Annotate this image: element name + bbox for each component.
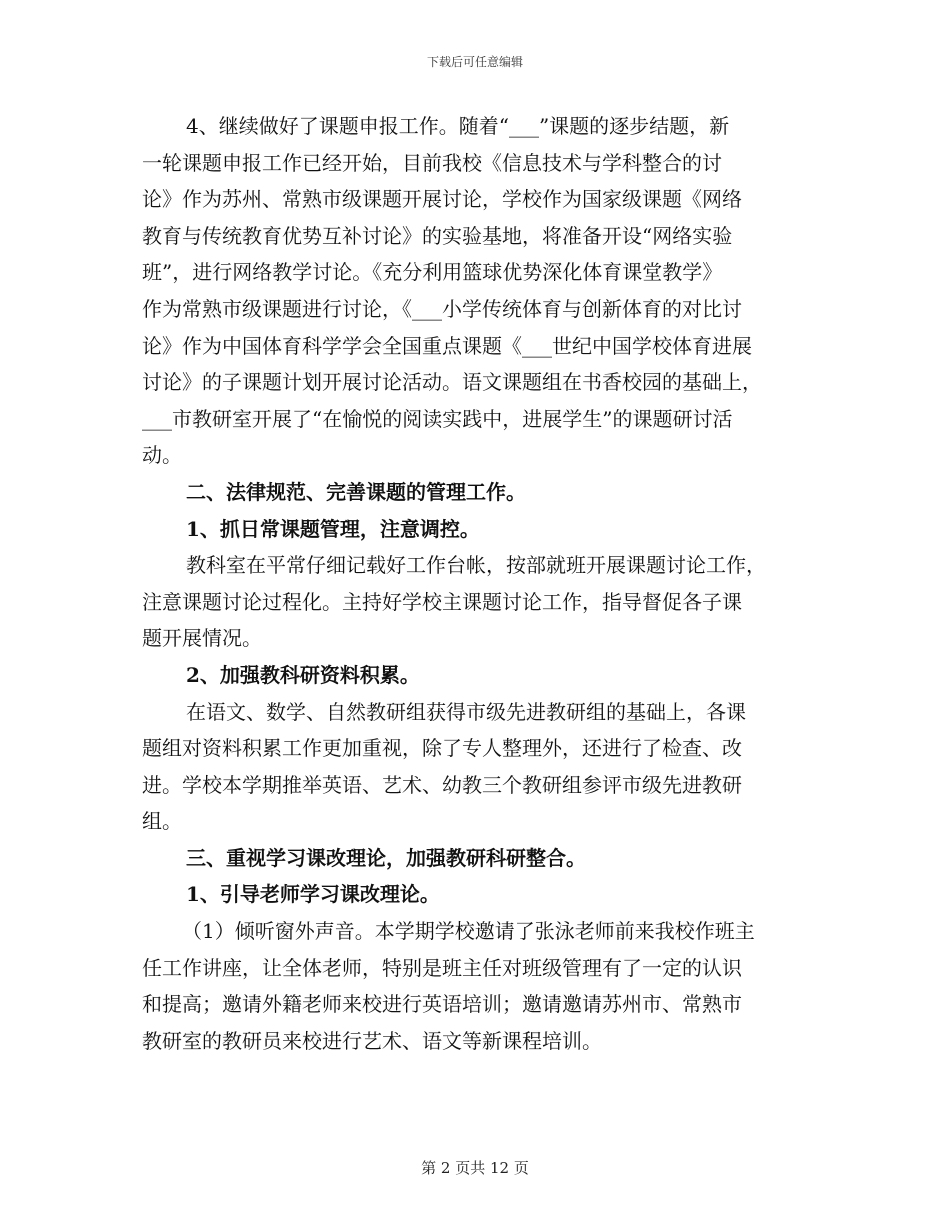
paragraph-line: 班”，进行网络教学讨论。《充分利用篮球优势深化体育课堂教学》 bbox=[142, 260, 723, 285]
paragraph-line: 4、继续做好了课题申报工作。随着“___”课题的逐步结题，新 bbox=[186, 114, 730, 138]
paragraph-line: 在语文、数学、自然教研组获得市级先进教研组的基础上，各课 bbox=[186, 699, 746, 724]
section-heading: 三、重视学习课改理论，加强教研科研整合。 bbox=[186, 845, 586, 870]
paragraph-line: 题开展情况。 bbox=[142, 626, 262, 651]
paragraph-line: 注意课题讨论过程化。主持好学校主课题讨论工作，指导督促各子课 bbox=[142, 589, 742, 614]
paragraph-line: 题组对资料积累工作更加重视，除了专人整理外，还进行了检查、改 bbox=[142, 736, 742, 761]
paragraph-line: 教研室的教研员来校进行艺术、语文等新课程培训。 bbox=[142, 1028, 602, 1053]
paragraph-line: （1）倾听窗外声音。本学期学校邀请了张泳老师前来我校作班主 bbox=[182, 919, 755, 944]
paragraph-line: 进。学校本学期推举英语、艺术、幼教三个教研组参评市级先进教研 bbox=[142, 772, 742, 797]
paragraph-line: 教科室在平常仔细记载好工作台帐，按部就班开展课题讨论工作， bbox=[186, 553, 766, 578]
page-header: 下载后可任意编辑 bbox=[426, 55, 523, 69]
document-body bbox=[142, 108, 810, 1059]
paragraph-line: 任工作讲座，让全体老师，特别是班主任对班级管理有了一定的认识 bbox=[142, 955, 742, 980]
paragraph-line: 论》作为中国体育科学学会全国重点课题《___世纪中国学校体育进展 bbox=[142, 333, 752, 358]
subsection-heading: 2、加强教科研资料积累。 bbox=[186, 662, 420, 687]
paragraph-line: 论》作为苏州、常熟市级课题开展讨论，学校作为国家级课题《网络 bbox=[142, 187, 742, 212]
page-footer: 第 2 页共 12 页 bbox=[421, 1159, 529, 1177]
paragraph-line: 讨论》的子课题计划开展讨论活动。语文课题组在书香校园的基础上， bbox=[142, 370, 762, 395]
paragraph-line: 教育与传统教育优势互补讨论》的实验基地，将准备开设“网络实验 bbox=[142, 223, 733, 248]
paragraph-line: 动。 bbox=[142, 443, 182, 468]
paragraph-line: 和提高；邀请外籍老师来校进行英语培训；邀请邀请苏州市、常熟市 bbox=[142, 992, 742, 1017]
paragraph-line: 一轮课题申报工作已经开始，目前我校《信息技术与学科整合的讨 bbox=[142, 150, 722, 175]
subsection-heading: 1、引导老师学习课改理论。 bbox=[186, 882, 440, 907]
section-heading: 二、法律规范、完善课题的管理工作。 bbox=[186, 479, 526, 504]
subsection-heading: 1、抓日常课题管理，注意调控。 bbox=[186, 516, 480, 541]
paragraph-line: 组。 bbox=[142, 809, 182, 834]
paragraph-line: 作为常熟市级课题进行讨论，《___小学传统体育与创新体育的对比讨 bbox=[142, 296, 742, 321]
paragraph-line: ___市教研室开展了“在愉悦的阅读实践中，进展学生”的课题研讨活 bbox=[142, 406, 733, 431]
